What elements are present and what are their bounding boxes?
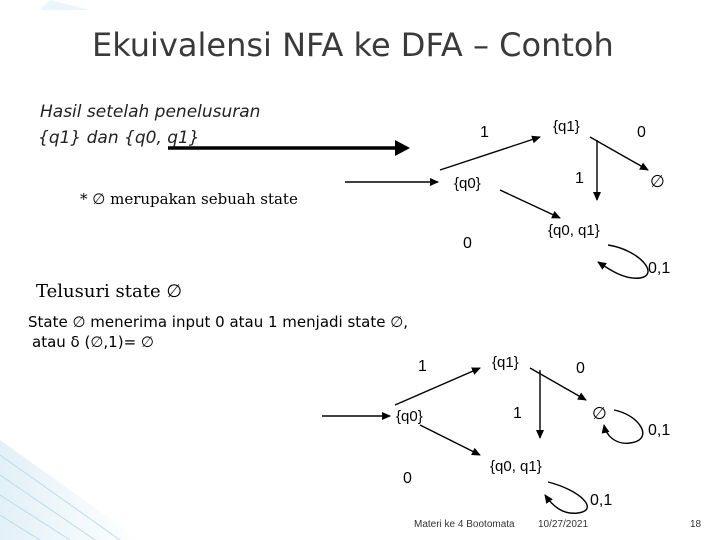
d2-label-loop-empty: 0,1 [648, 422, 671, 439]
d1-edge-q0-q1 [440, 137, 540, 170]
note-arrow-head [395, 140, 410, 156]
d1-state-empty: ∅ [650, 172, 665, 191]
explanation-line-1: State ∅ menerima input 0 atau 1 menjadi state ∅, [28, 313, 409, 331]
d2-state-q0: {q0} [396, 408, 423, 425]
d1-state-q1: {q1} [553, 118, 580, 135]
d2-edge-q0-q1 [395, 368, 480, 405]
note-line-1: Hasil setelah penelusuran [40, 102, 261, 122]
d2-state-q1: {q1} [492, 354, 519, 371]
d2-label-q0-q1: 1 [418, 358, 427, 375]
bullet-text: Telusuri state ∅ [36, 281, 183, 302]
footer-date: 10/27/2021 [538, 519, 589, 530]
d2-loop-empty [604, 410, 643, 443]
d2-state-q0q1: {q0, q1} [490, 458, 542, 475]
d2-label-q1-empty: 0 [576, 360, 585, 377]
explanation-line-2: atau δ (∅,1)= ∅ [32, 333, 154, 351]
d1-loop-q0q1 [598, 245, 648, 278]
d1-edge-q0-q0q1 [500, 190, 560, 218]
d2-label-loop-q0q1: 0,1 [590, 492, 613, 509]
d2-state-empty: ∅ [592, 404, 607, 423]
footer-page: 18 [690, 519, 702, 530]
note-line-2: {q1} dan {q0, q1} [38, 128, 200, 148]
d2-label-q1-q0q1: 1 [513, 405, 522, 422]
d2-edge-q0-q0q1 [420, 425, 480, 455]
d2-loop-q0q1 [545, 482, 587, 513]
state-remark: * ∅ merupakan sebuah state [80, 190, 298, 208]
d2-label-q0-q0q1: 0 [403, 470, 412, 487]
d1-label-q0-q0q1: 0 [463, 235, 472, 252]
footer-course: Materi ke 4 Bootomata [414, 519, 515, 530]
page-title: Ekuivalensi NFA ke DFA – Contoh [92, 26, 614, 64]
d1-label-q1-q0q1: 1 [575, 170, 584, 187]
d1-label-q0-q1: 1 [480, 124, 489, 141]
d1-label-q1-empty: 0 [637, 124, 646, 141]
d1-state-q0: {q0} [454, 175, 481, 192]
d1-label-loop-q0q1: 0,1 [648, 260, 671, 277]
d1-state-q0q1: {q0, q1} [548, 222, 600, 239]
